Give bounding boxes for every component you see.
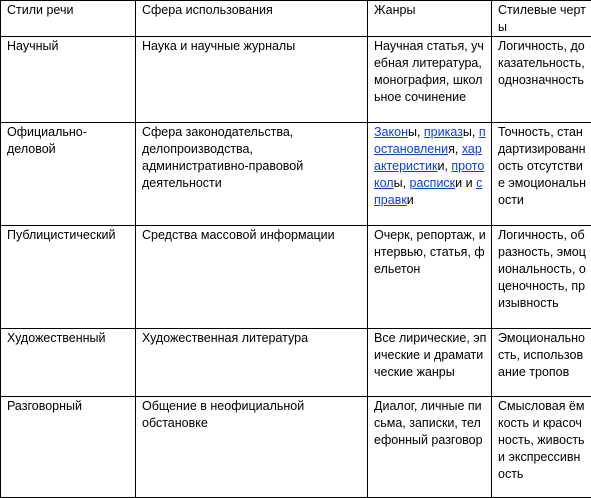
- style-cell: Научный: [1, 37, 136, 123]
- table-row: [1, 329, 591, 397]
- features-cell: Эмоциональность, использование тропов: [492, 329, 591, 397]
- genre-text: ы,: [462, 125, 479, 139]
- genre-link-spravka[interactable]: справк: [374, 176, 483, 207]
- genres-cell: Очерк, репортаж, интервью, статья, фельетон: [368, 226, 492, 329]
- style-cell: Официально-деловой: [1, 123, 136, 226]
- features-cell: Логичность, доказательность, однозначность: [492, 37, 591, 123]
- table-row: [1, 397, 591, 498]
- features-cell: Точность, стандартизированность отсутствие эмоциональности: [492, 123, 591, 226]
- table-row: [1, 37, 591, 123]
- genres-cell: Диалог, личные письма, записки, телефонный разговор: [368, 397, 492, 498]
- sphere-cell: Средства массовой информации: [136, 226, 368, 329]
- genre-link-raspiska[interactable]: расписк: [409, 176, 456, 190]
- style-cell: Художественный: [1, 329, 136, 397]
- genre-link-postanovlenie[interactable]: постановлени: [374, 125, 486, 156]
- genres-cell: Научная статья, учебная литература, монография, школьное сочинение: [368, 37, 492, 123]
- genres-cell-linked: [368, 123, 492, 226]
- genre-text: я,: [448, 142, 462, 156]
- genre-link-protokol[interactable]: протокол: [374, 159, 485, 190]
- sphere-cell: Общение в неофициальной обстановке: [136, 397, 368, 498]
- genre-text: ы,: [407, 125, 424, 139]
- table-row: [1, 226, 591, 329]
- features-cell: Логичность, образность, эмоциональность, оценочность, призывность: [492, 226, 591, 329]
- header-cell-sphere: Сфера использования: [136, 1, 368, 37]
- sphere-cell: Художественная литература: [136, 329, 368, 397]
- header-cell-features: Стилевые черты: [492, 1, 591, 37]
- table-header-row: [1, 1, 591, 37]
- genre-link-zakon[interactable]: Закон: [374, 125, 408, 139]
- genre-text: и: [406, 193, 414, 207]
- genre-link-kharakteristika[interactable]: характеристик: [374, 142, 482, 173]
- genre-text: и и: [455, 176, 477, 190]
- style-cell: Разговорный: [1, 397, 136, 498]
- table-row: [1, 123, 591, 226]
- header-cell-genres: Жанры: [368, 1, 492, 37]
- genres-cell: Все лирические, эпические и драматические жанры: [368, 329, 492, 397]
- header-cell-styles: Стили речи: [1, 1, 136, 37]
- sphere-cell: Сфера законодательства, делопроизводства, административно-правовой деятельности: [136, 123, 368, 226]
- genre-text: и,: [437, 159, 452, 173]
- style-cell: Публицистический: [1, 226, 136, 329]
- sphere-cell: Наука и научные журналы: [136, 37, 368, 123]
- genre-text: ы,: [393, 176, 410, 190]
- genre-link-prikaz[interactable]: приказ: [423, 125, 463, 139]
- features-cell: Смысловая ёмкость и красочность, живость и экспрессивность: [492, 397, 591, 498]
